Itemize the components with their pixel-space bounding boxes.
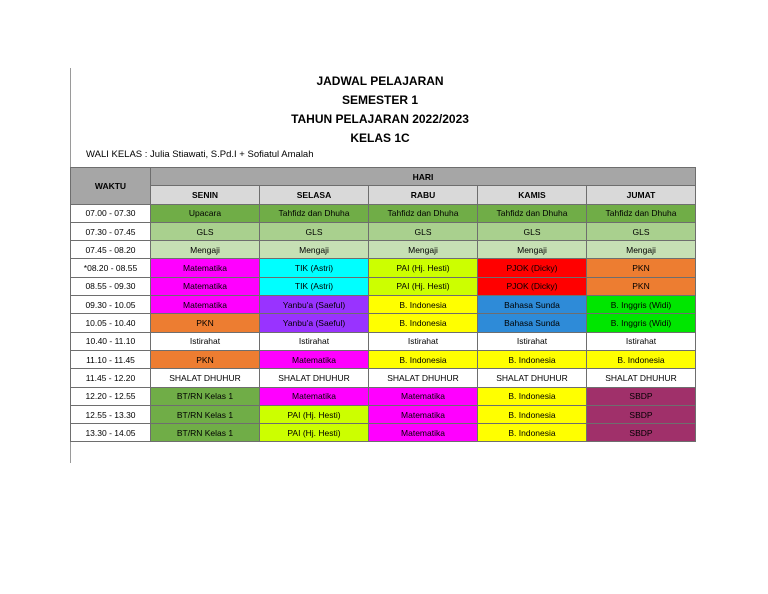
subject-cell: PKN xyxy=(151,350,260,368)
subject-cell: Matematika xyxy=(369,387,478,405)
subject-cell: SHALAT DHUHUR xyxy=(260,369,369,387)
table-row xyxy=(71,241,696,259)
time-cell: *08.20 - 08.55 xyxy=(71,259,151,277)
subject-cell: Tahfidz dan Dhuha xyxy=(587,204,696,222)
subject-cell: B. Indonesia xyxy=(478,350,587,368)
subject-cell: Yanbu'a (Saeful) xyxy=(260,296,369,314)
time-cell: 11.45 - 12.20 xyxy=(71,369,151,387)
subject-cell: Mengaji xyxy=(478,241,587,259)
subject-cell: PKN xyxy=(151,314,260,332)
subject-cell: Matematika xyxy=(369,405,478,423)
subject-cell: BT/RN Kelas 1 xyxy=(151,424,260,442)
subject-cell: Tahfidz dan Dhuha xyxy=(369,204,478,222)
subject-cell: Istirahat xyxy=(478,332,587,350)
subject-cell: PAI (Hj. Hesti) xyxy=(260,405,369,423)
subject-cell: B. Indonesia xyxy=(478,405,587,423)
hari-header: HARI xyxy=(151,168,696,186)
subject-cell: Matematika xyxy=(260,387,369,405)
subject-cell: Mengaji xyxy=(587,241,696,259)
subject-cell: B. Inggris (Widi) xyxy=(587,314,696,332)
day-header-jumat: JUMAT xyxy=(587,186,696,204)
subject-cell: SHALAT DHUHUR xyxy=(151,369,260,387)
time-cell: 07.00 - 07.30 xyxy=(71,204,151,222)
day-header-kamis: KAMIS xyxy=(478,186,587,204)
subject-cell: Yanbu'a (Saeful) xyxy=(260,314,369,332)
subject-cell: Tahfidz dan Dhuha xyxy=(260,204,369,222)
subject-cell: SHALAT DHUHUR xyxy=(369,369,478,387)
subject-cell: B. Indonesia xyxy=(369,296,478,314)
subject-cell: PKN xyxy=(587,277,696,295)
time-cell: 08.55 - 09.30 xyxy=(71,277,151,295)
title-line: JADWAL PELAJARAN xyxy=(316,74,444,88)
subject-cell: GLS xyxy=(369,222,478,240)
day-header-senin: SENIN xyxy=(151,186,260,204)
table-row xyxy=(71,204,696,222)
title-line: KELAS 1C xyxy=(350,131,410,145)
subject-cell: Matematika xyxy=(369,424,478,442)
subject-cell: B. Indonesia xyxy=(369,350,478,368)
subject-cell: B. Inggris (Widi) xyxy=(587,296,696,314)
subject-cell: PAI (Hj. Hesti) xyxy=(369,277,478,295)
subject-cell: Mengaji xyxy=(369,241,478,259)
subject-cell: GLS xyxy=(151,222,260,240)
subject-cell: B. Indonesia xyxy=(478,424,587,442)
subject-cell: TIK (Astri) xyxy=(260,277,369,295)
subject-cell: Mengaji xyxy=(260,241,369,259)
subject-cell: Bahasa Sunda xyxy=(478,296,587,314)
subject-cell: GLS xyxy=(478,222,587,240)
subject-cell: GLS xyxy=(260,222,369,240)
time-cell: 12.55 - 13.30 xyxy=(71,405,151,423)
time-cell: 07.45 - 08.20 xyxy=(71,241,151,259)
subject-cell: Tahfidz dan Dhuha xyxy=(478,204,587,222)
schedule-body xyxy=(71,204,696,442)
table-row xyxy=(71,332,696,350)
table-row xyxy=(71,222,696,240)
table-row xyxy=(71,296,696,314)
subject-cell: Matematika xyxy=(151,296,260,314)
subject-cell: PKN xyxy=(587,259,696,277)
subject-cell: SBDP xyxy=(587,424,696,442)
table-row xyxy=(71,369,696,387)
subject-cell: PJOK (Dicky) xyxy=(478,277,587,295)
subject-cell: Upacara xyxy=(151,204,260,222)
subject-cell: SBDP xyxy=(587,405,696,423)
subject-cell: SHALAT DHUHUR xyxy=(587,369,696,387)
title-line: SEMESTER 1 xyxy=(341,93,419,107)
table-row xyxy=(71,314,696,332)
time-cell: 07.30 - 07.45 xyxy=(71,222,151,240)
subject-cell: TIK (Astri) xyxy=(260,259,369,277)
title-line: TAHUN PELAJARAN 2022/2023 xyxy=(291,112,469,126)
table-row xyxy=(71,424,696,442)
subject-cell: Bahasa Sunda xyxy=(478,314,587,332)
time-cell: 12.20 - 12.55 xyxy=(71,387,151,405)
subject-cell: BT/RN Kelas 1 xyxy=(151,387,260,405)
table-row xyxy=(71,350,696,368)
subject-cell: Matematika xyxy=(260,350,369,368)
subject-cell: SHALAT DHUHUR xyxy=(478,369,587,387)
subject-cell: PJOK (Dicky) xyxy=(478,259,587,277)
subject-cell: Istirahat xyxy=(587,332,696,350)
time-cell: 09.30 - 10.05 xyxy=(71,296,151,314)
subject-cell: BT/RN Kelas 1 xyxy=(151,405,260,423)
subject-cell: GLS xyxy=(587,222,696,240)
table-row xyxy=(71,277,696,295)
subject-cell: B. Indonesia xyxy=(587,350,696,368)
subject-cell: Istirahat xyxy=(260,332,369,350)
subject-cell: Istirahat xyxy=(151,332,260,350)
wali-kelas-label: WALI KELAS : Julia Stiawati, S.Pd.I + Sofiatul Amalah xyxy=(86,149,314,160)
table-row xyxy=(71,259,696,277)
subject-cell: PAI (Hj. Hesti) xyxy=(369,259,478,277)
time-cell: 10.05 - 10.40 xyxy=(71,314,151,332)
subject-cell: Mengaji xyxy=(151,241,260,259)
subject-cell: Matematika xyxy=(151,277,260,295)
time-cell: 10.40 - 11.10 xyxy=(71,332,151,350)
title-block xyxy=(230,72,530,148)
schedule-table xyxy=(70,167,696,442)
table-row xyxy=(71,387,696,405)
subject-cell: SBDP xyxy=(587,387,696,405)
day-header-rabu: RABU xyxy=(369,186,478,204)
time-cell: 13.30 - 14.05 xyxy=(71,424,151,442)
subject-cell: B. Indonesia xyxy=(478,387,587,405)
waktu-header: WAKTU xyxy=(71,168,151,205)
time-cell: 11.10 - 11.45 xyxy=(71,350,151,368)
day-header-selasa: SELASA xyxy=(260,186,369,204)
subject-cell: Istirahat xyxy=(369,332,478,350)
subject-cell: PAI (Hj. Hesti) xyxy=(260,424,369,442)
table-row xyxy=(71,405,696,423)
subject-cell: Matematika xyxy=(151,259,260,277)
subject-cell: B. Indonesia xyxy=(369,314,478,332)
